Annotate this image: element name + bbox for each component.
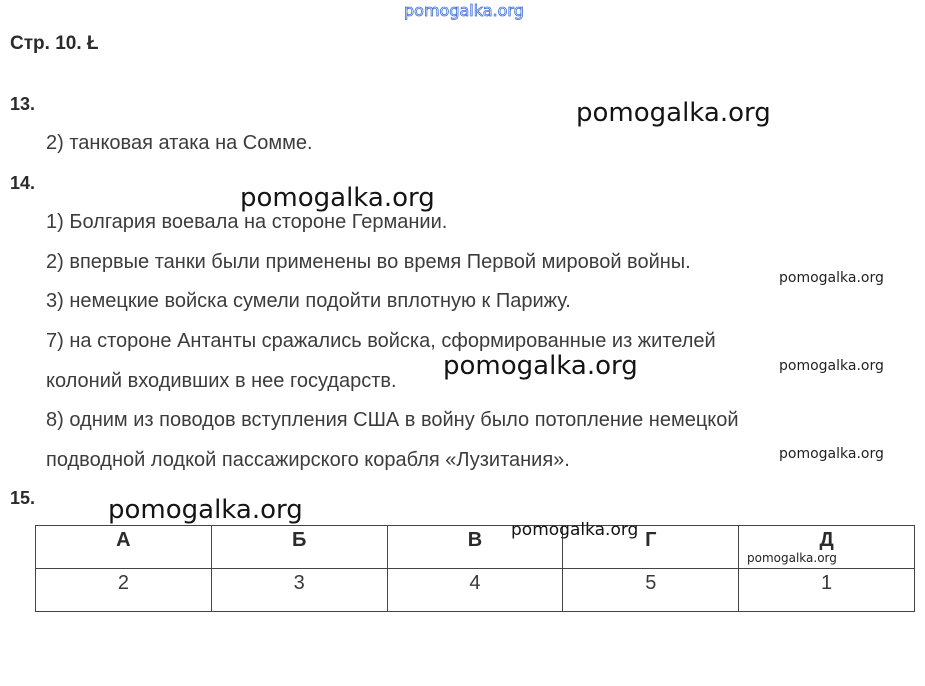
watermark: pomogalka.org xyxy=(779,270,884,286)
watermark: pomogalka.org xyxy=(443,351,638,381)
table-header-cell: В xyxy=(387,526,563,569)
table-header-cell: А xyxy=(36,526,212,569)
watermark: pomogalka.org xyxy=(576,98,771,128)
question-number-13: 13. xyxy=(10,94,36,114)
watermark: pomogalka.org xyxy=(779,358,884,374)
watermark: pomogalka.org xyxy=(747,551,837,565)
page-header: Стр. 10. Ł xyxy=(10,33,99,54)
table-header-cell: Г xyxy=(563,526,739,569)
answer-line: 1) Болгария воевала на стороне Германии. xyxy=(46,211,448,233)
question-number-15: 15. xyxy=(10,488,36,508)
table-header-cell: Д xyxy=(739,526,915,569)
watermark: pomogalka.org xyxy=(108,495,303,525)
watermark: pomogalka.org xyxy=(779,446,884,462)
answer-line: подводной лодкой пассажирского корабля «Лузитания». xyxy=(46,449,570,471)
table-row xyxy=(36,569,915,612)
answer-line: колоний входивших в нее государств. xyxy=(46,370,397,392)
answer-line: 2) впервые танки были применены во время Первой мировой войны. xyxy=(46,251,691,273)
answer-table xyxy=(35,525,915,612)
table-cell: 2 xyxy=(36,569,212,612)
answer-line: 3) немецкие войска сумели подойти вплотную к Парижу. xyxy=(46,290,571,312)
answer-line: 2) танковая атака на Сомме. xyxy=(46,132,313,154)
watermark: pomogalka.org xyxy=(511,520,639,540)
answer-line: 7) на стороне Антанты сражались войска, сформированные из жителей xyxy=(46,330,716,352)
table-cell: 1 xyxy=(739,569,915,612)
table-header-cell: Б xyxy=(211,526,387,569)
watermark: pomogalka.org xyxy=(240,183,435,213)
answer-line: 8) одним из поводов вступления США в войну было потопление немецкой xyxy=(46,409,739,431)
table-cell: 4 xyxy=(387,569,563,612)
table-cell: 3 xyxy=(211,569,387,612)
question-number-14: 14. xyxy=(10,173,36,193)
table-cell: 5 xyxy=(563,569,739,612)
watermark-top: pomogalka.org xyxy=(404,1,524,20)
